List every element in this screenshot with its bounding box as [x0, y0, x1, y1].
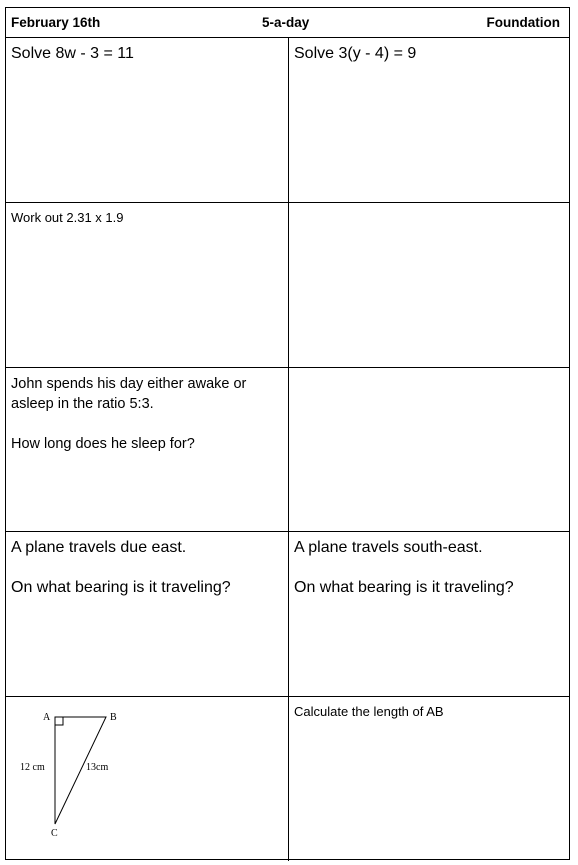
right-angle-marker [55, 717, 63, 725]
header-level: Foundation [486, 15, 560, 30]
worksheet-header [6, 8, 569, 38]
question-10-text: Calculate the length of AB [294, 704, 444, 719]
question-2-text: Solve 3(y - 4) = 9 [294, 45, 417, 62]
question-cell-9 [6, 697, 288, 860]
side-label-ac: 12 cm [20, 762, 45, 773]
header-date: February 16th [11, 15, 101, 30]
vertex-label-a: A [43, 712, 51, 723]
question-cell-7 [6, 532, 288, 696]
question-7-text: A plane travels due east. [11, 539, 187, 556]
question-cell-4 [289, 203, 571, 367]
question-5-text: John spends his day either awake or asleep in the ratio 5:3. [11, 376, 247, 412]
question-7-prompt: On what bearing is it traveling? [11, 579, 231, 596]
header-title: 5-a-day [262, 15, 310, 30]
side-label-bc: 13cm [86, 762, 109, 773]
question-cell-5 [6, 368, 276, 531]
question-cell-8 [289, 532, 571, 696]
question-8-prompt: On what bearing is it traveling? [294, 579, 514, 596]
worksheet [5, 7, 570, 860]
question-cell-2 [289, 38, 571, 202]
question-8-text: A plane travels south-east. [294, 539, 483, 556]
right-triangle-diagram [11, 702, 131, 842]
question-cell-1 [6, 38, 288, 202]
question-3-text: Work out 2.31 x 1.9 [11, 210, 124, 225]
question-5-prompt: How long does he sleep for? [11, 436, 195, 452]
vertex-label-c: C [51, 828, 58, 839]
vertex-label-b: B [110, 712, 117, 723]
question-1-text: Solve 8w - 3 = 11 [11, 45, 134, 62]
question-cell-10 [289, 697, 571, 860]
question-cell-3 [6, 203, 288, 367]
question-cell-6 [289, 368, 571, 531]
